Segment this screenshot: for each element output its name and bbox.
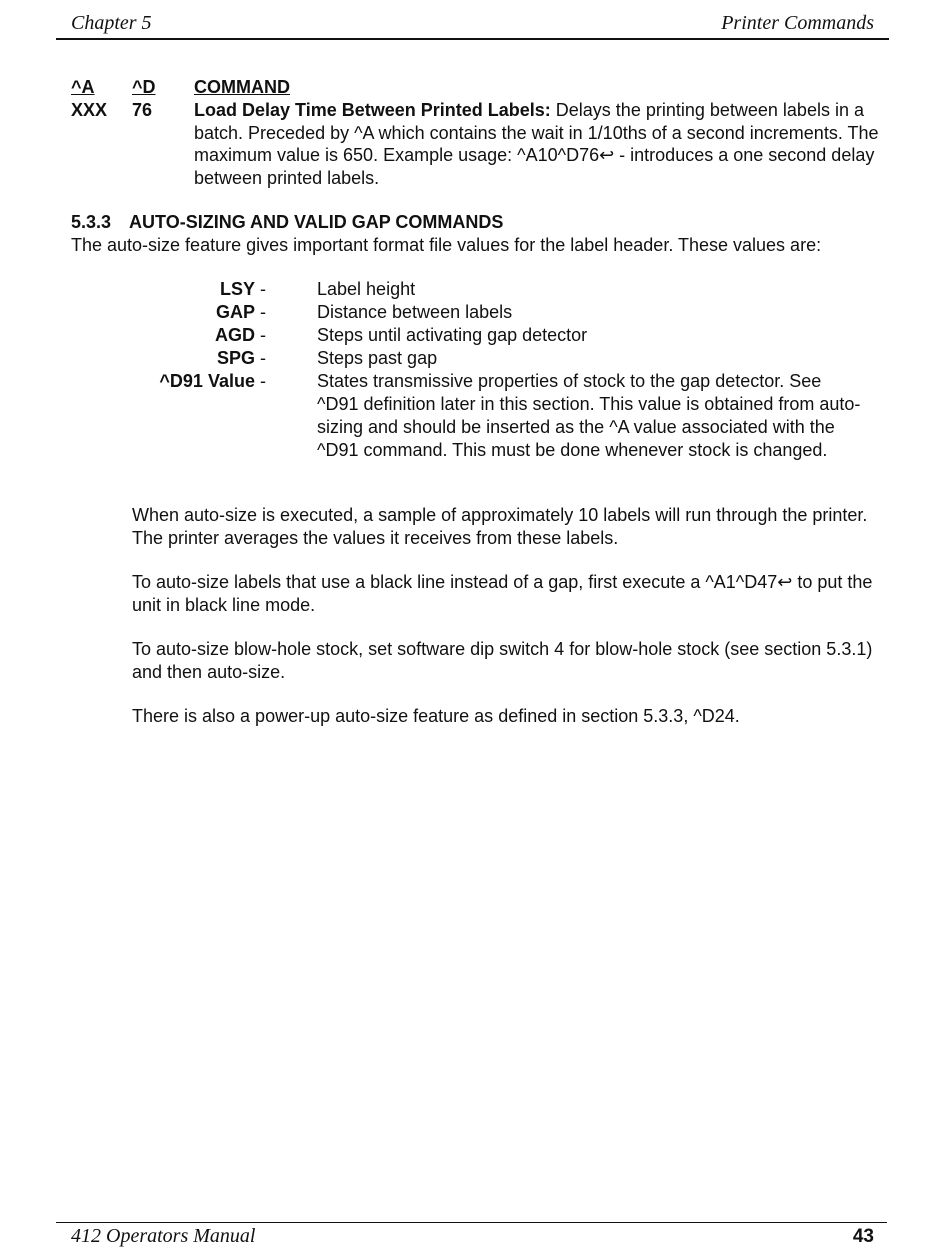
definition-desc: Label height [317, 279, 416, 299]
a-value: XXX [71, 100, 108, 120]
definition-row: SPG - Steps past gap [100, 347, 870, 370]
definition-row: GAP - Distance between labels [100, 301, 870, 324]
definition-term: AGD [214, 325, 255, 345]
section-intro: The auto-size feature gives important format file values for the label header. These values are: [71, 235, 822, 255]
paragraph-black-line: To auto-size labels that use a black line instead of a gap, first execute a ^A1^D47↩ to put the unit in black line mode. [132, 572, 873, 615]
definition-row: LSY - Label height [100, 278, 870, 301]
paragraph-blow-hole: To auto-size blow-hole stock, set software dip switch 4 for blow-hole stock (see section 5.3.1) and then auto-size. [132, 639, 873, 682]
d-value: 76 [132, 100, 153, 120]
col-d-header: ^D [132, 77, 156, 97]
definition-term: LSY [219, 279, 255, 299]
command-name: Load Delay Time Between Printed Labels: [194, 100, 551, 120]
definition-list [100, 278, 870, 462]
definition-desc: Steps past gap [317, 348, 438, 368]
definition-row: ^D91 Value - States transmissive properties of stock to the gap detector. See ^D91 definition later in this section. This value is obtained from auto-sizing and should be inserted as the ^A value associated with the ^D91 command. This must be done whenever stock is changed. [159, 371, 861, 460]
page-header [56, 8, 889, 40]
command-text: Delays the printing between labels in a batch. Preceded by ^A which contains the wait in 1/10ths of a second increments. The maximum value is 650. Example usage: ^A10^D76↩ - introduces a one second delay between printed labels. [194, 100, 879, 188]
page-footer [56, 1222, 887, 1259]
section-number: 5.3.3 [71, 212, 112, 232]
section-heading [71, 211, 503, 234]
definition-term: ^D91 Value [159, 371, 255, 391]
paragraph-power-up: There is also a power-up auto-size feature as defined in section 5.3.3, ^D24. [132, 706, 740, 726]
col-a-header: ^A [71, 77, 95, 97]
command-description [194, 99, 884, 189]
chapter-label: Chapter 5 [71, 12, 152, 34]
header-title: Printer Commands [721, 12, 874, 34]
section-title: AUTO-SIZING AND VALID GAP COMMANDS [129, 212, 504, 232]
definition-desc: Distance between labels [317, 302, 513, 322]
manual-title: 412 Operators Manual [71, 1225, 256, 1247]
definition-row: AGD - Steps until activating gap detector [100, 324, 870, 347]
col-command-header: COMMAND [194, 77, 290, 97]
page-number: 43 [852, 1226, 874, 1247]
definition-desc: States transmissive properties of stock to the gap detector. See ^D91 definition later in this section. This value is obtained from auto-sizing and should be inserted as the ^A value associated with the ^D91 command. This must be done whenever stock is changed. [317, 371, 861, 460]
paragraph-auto-size-execution: When auto-size is executed, a sample of approximately 10 labels will run through the printer. The printer averages the values it receives from these labels. [132, 505, 868, 548]
definition-desc: Steps until activating gap detector [317, 325, 588, 345]
definition-term: GAP [215, 302, 255, 322]
definition-term: SPG [216, 348, 255, 368]
